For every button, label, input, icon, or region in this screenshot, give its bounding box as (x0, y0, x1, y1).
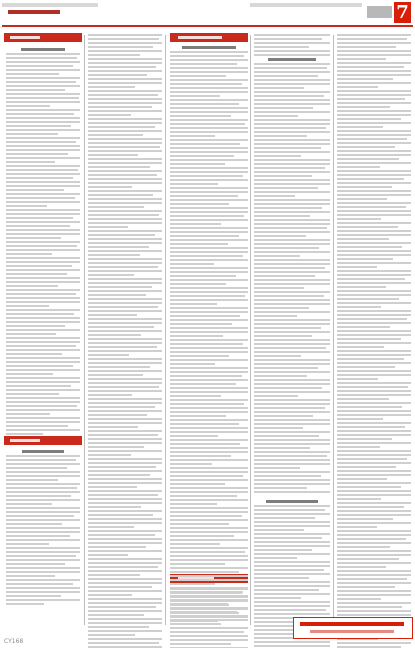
section-tab-title (178, 36, 222, 39)
header-date-text (250, 3, 362, 7)
notice-column-2 (88, 34, 162, 648)
header-rule (2, 25, 413, 27)
column-divider (84, 35, 85, 625)
notice-column-1b (6, 450, 80, 607)
notice-column-5 (337, 34, 411, 648)
masthead-logo (8, 10, 60, 14)
notice-column-3 (170, 46, 248, 648)
notice-column-1 (6, 48, 80, 437)
bottom-code: CY168 (4, 638, 24, 645)
notice-column-4 (254, 34, 330, 648)
notice-column-3b (170, 588, 248, 624)
page-number: 7 (394, 2, 411, 23)
column-divider (333, 35, 334, 625)
column-divider (250, 35, 251, 625)
section-tab-title (10, 36, 40, 39)
section-label (367, 6, 392, 18)
section-tab-title (10, 439, 40, 442)
banner-subline (310, 630, 394, 633)
header-info-text (2, 3, 98, 7)
column-divider (165, 35, 166, 625)
banner-headline (300, 622, 404, 626)
subscription-banner (293, 617, 413, 639)
